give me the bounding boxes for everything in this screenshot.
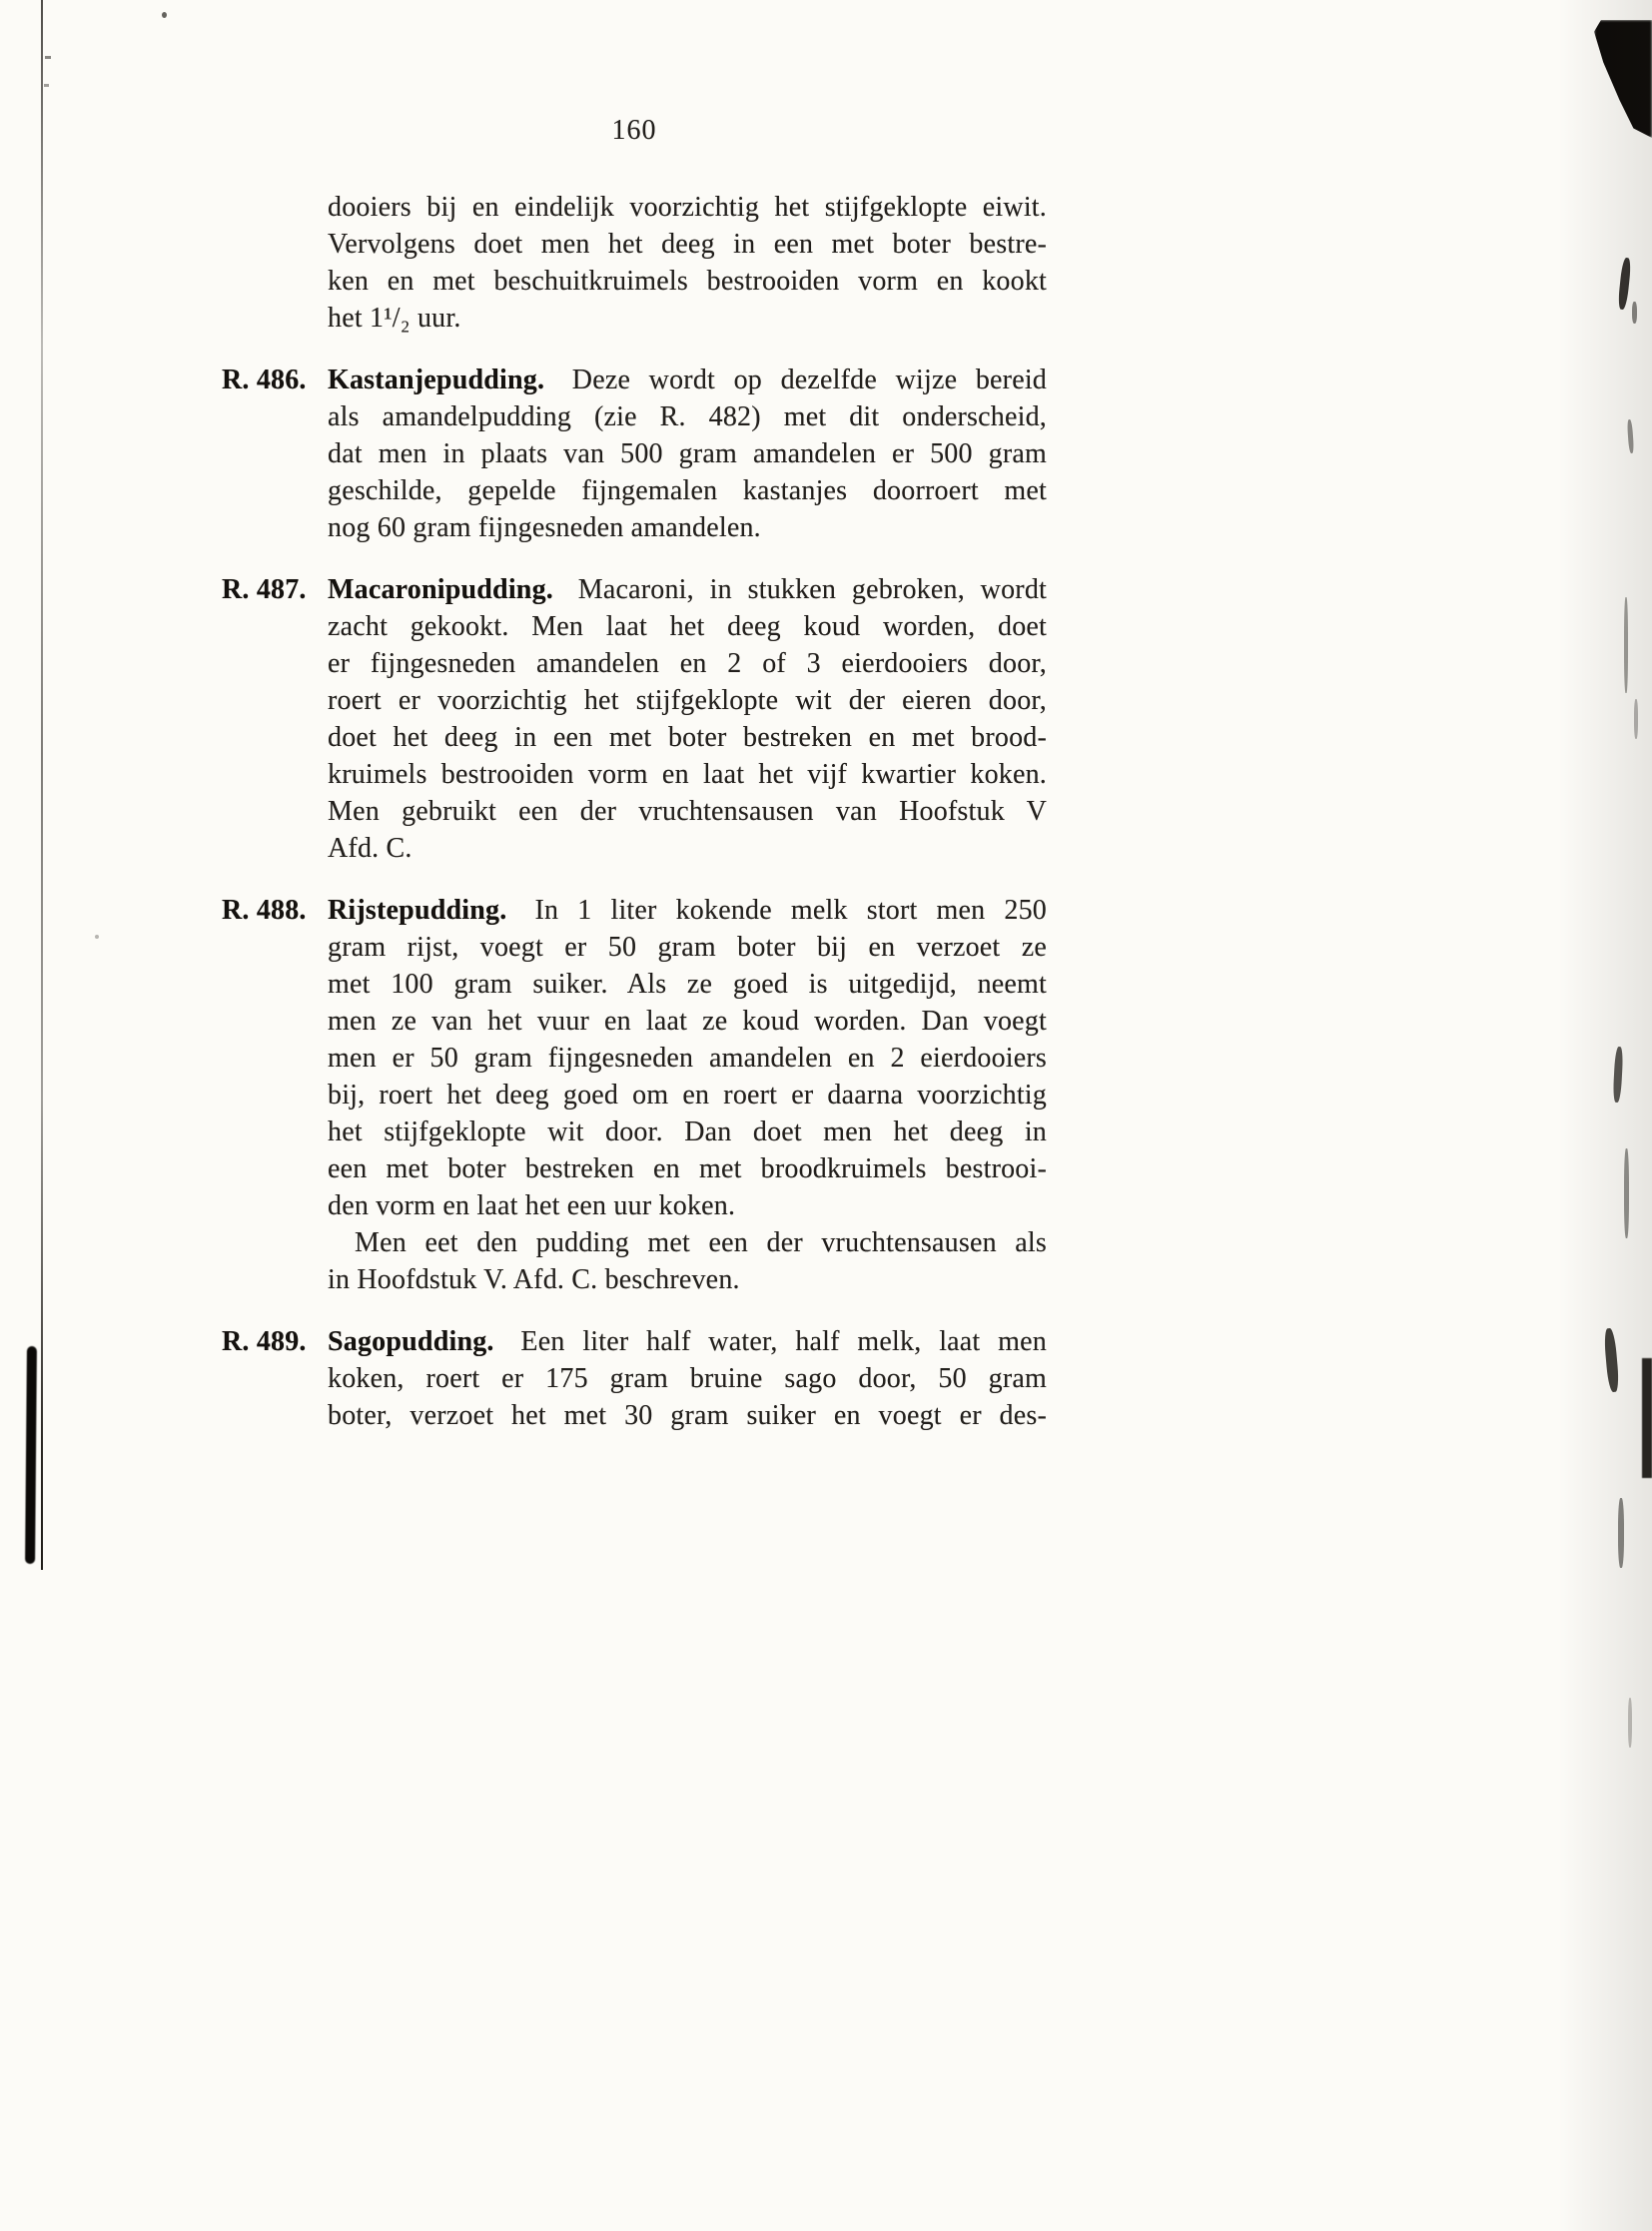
recipes [222, 362, 1047, 1434]
recipe-title: Rijstepudding. [328, 895, 507, 926]
page-number: 160 [611, 115, 657, 146]
recipe-label: R. 487. [222, 574, 307, 605]
text-line: Vervolgens doet men het deeg in een met boter bestre- [328, 229, 1047, 260]
scan-smudge [1624, 597, 1628, 693]
recipe-first-line [328, 571, 1047, 608]
text-line: Afd. C. [328, 833, 413, 864]
text-line: in Hoofdstuk V. Afd. C. beschreven. [328, 1264, 740, 1295]
recipe-first-line [328, 362, 1047, 398]
recipe-paragraph [222, 1323, 1047, 1434]
text-line: men ze van het vuur en laat ze koud worden. Dan voegt [328, 1006, 1047, 1037]
text-line: bij, roert het deeg goed om en roert er daarna voorzichtig [328, 1080, 1047, 1111]
text-line: Men eet den pudding met een der vruchtensausen als [355, 1227, 1047, 1258]
ink-speck [162, 12, 167, 18]
text-line: gram rijst, voegt er 50 gram boter bij en verzoet ze [328, 932, 1047, 963]
binding-blot-artifact [25, 1346, 37, 1564]
text-line: een met boter bestreken en met broodkruimels bestrooi- [328, 1153, 1047, 1184]
text-line: als amandelpudding (zie R. 482) met dit onderscheid, [328, 401, 1047, 432]
text-line: roert er voorzichtig het stijfgeklopte wit der eieren door, [328, 685, 1047, 716]
intro-paragraph [222, 189, 1047, 337]
binding-line-artifact [41, 0, 43, 1570]
text-line: den vorm en laat het een uur koken. [328, 1190, 736, 1221]
recipe-first-line-rest: Deze wordt op dezelfde wijze bereid [571, 365, 1047, 395]
recipe-title: Sagopudding. [328, 1326, 494, 1357]
recipe-title: Kastanjepudding. [328, 365, 545, 395]
recipe-first-line [328, 892, 1047, 929]
scan-smudge [1642, 1358, 1652, 1478]
scan-smudge [1634, 699, 1638, 739]
text-line: koken, roert er 175 gram bruine sago door, 50 gram [328, 1363, 1047, 1394]
scan-smudge [1628, 1698, 1632, 1748]
text-line: nog 60 gram fijngesneden amandelen. [328, 512, 761, 543]
recipe-first-line [328, 1323, 1047, 1360]
text-line: geschilde, gepelde fijngemalen kastanjes doorroert met [328, 475, 1047, 506]
recipe-lines [328, 608, 1047, 867]
ink-speck [45, 56, 51, 59]
scan-smudge [1618, 1498, 1624, 1568]
recipe-label: R. 489. [222, 1326, 307, 1357]
text-line: het stijfgeklopte wit door. Dan doet men het deeg in [328, 1116, 1047, 1147]
text-line: kruimels bestrooiden vorm en laat het vijf kwartier koken. [328, 759, 1047, 790]
text-line: het 1¹/₂ uur. [328, 303, 461, 334]
recipe-paragraph [222, 892, 1047, 1298]
recipe-paragraph [222, 571, 1047, 867]
text-line: doet het deeg in een met boter bestreken en met brood- [328, 722, 1047, 753]
text-line: zacht gekookt. Men laat het deeg koud worden, doet [328, 611, 1047, 642]
recipe-lines [328, 929, 1047, 1298]
text-line: met 100 gram suiker. Als ze goed is uitgedijd, neemt [328, 969, 1047, 1000]
text-column [222, 0, 1047, 1434]
recipe-lines [328, 1360, 1047, 1434]
scan-smudge [1632, 302, 1637, 324]
text-line: dat men in plaats van 500 gram amandelen er 500 gram [328, 438, 1047, 469]
recipe-label: R. 486. [222, 365, 307, 395]
recipe-first-line-rest: Een liter half water, half melk, laat men [520, 1326, 1047, 1357]
recipe-lines [328, 398, 1047, 546]
text-line: Men gebruikt een der vruchtensausen van Hoofstuk V [328, 796, 1047, 827]
recipe-title: Macaronipudding. [328, 574, 553, 605]
text-line: ken en met beschuitkruimels bestrooiden vorm en kookt [328, 266, 1047, 297]
recipe-first-line-rest: In 1 liter kokende melk stort men 250 [534, 895, 1047, 926]
page-edge-shadow [1558, 0, 1652, 2231]
text-line: men er 50 gram fijngesneden amandelen en 2 eierdooiers [328, 1043, 1047, 1074]
scan-smudge [1624, 1148, 1629, 1238]
text-line: dooiers bij en eindelijk voorzichtig het stijfgeklopte eiwit. [328, 192, 1047, 223]
ink-speck [95, 935, 99, 939]
recipe-label: R. 488. [222, 895, 307, 926]
recipe-paragraph [222, 362, 1047, 546]
text-line: er fijngesneden amandelen en 2 of 3 eierdooiers door, [328, 648, 1047, 679]
ink-speck [44, 84, 49, 87]
text-line: boter, verzoet het met 30 gram suiker en voegt er des- [328, 1400, 1047, 1431]
recipe-first-line-rest: Macaroni, in stukken gebroken, wordt [577, 574, 1048, 605]
